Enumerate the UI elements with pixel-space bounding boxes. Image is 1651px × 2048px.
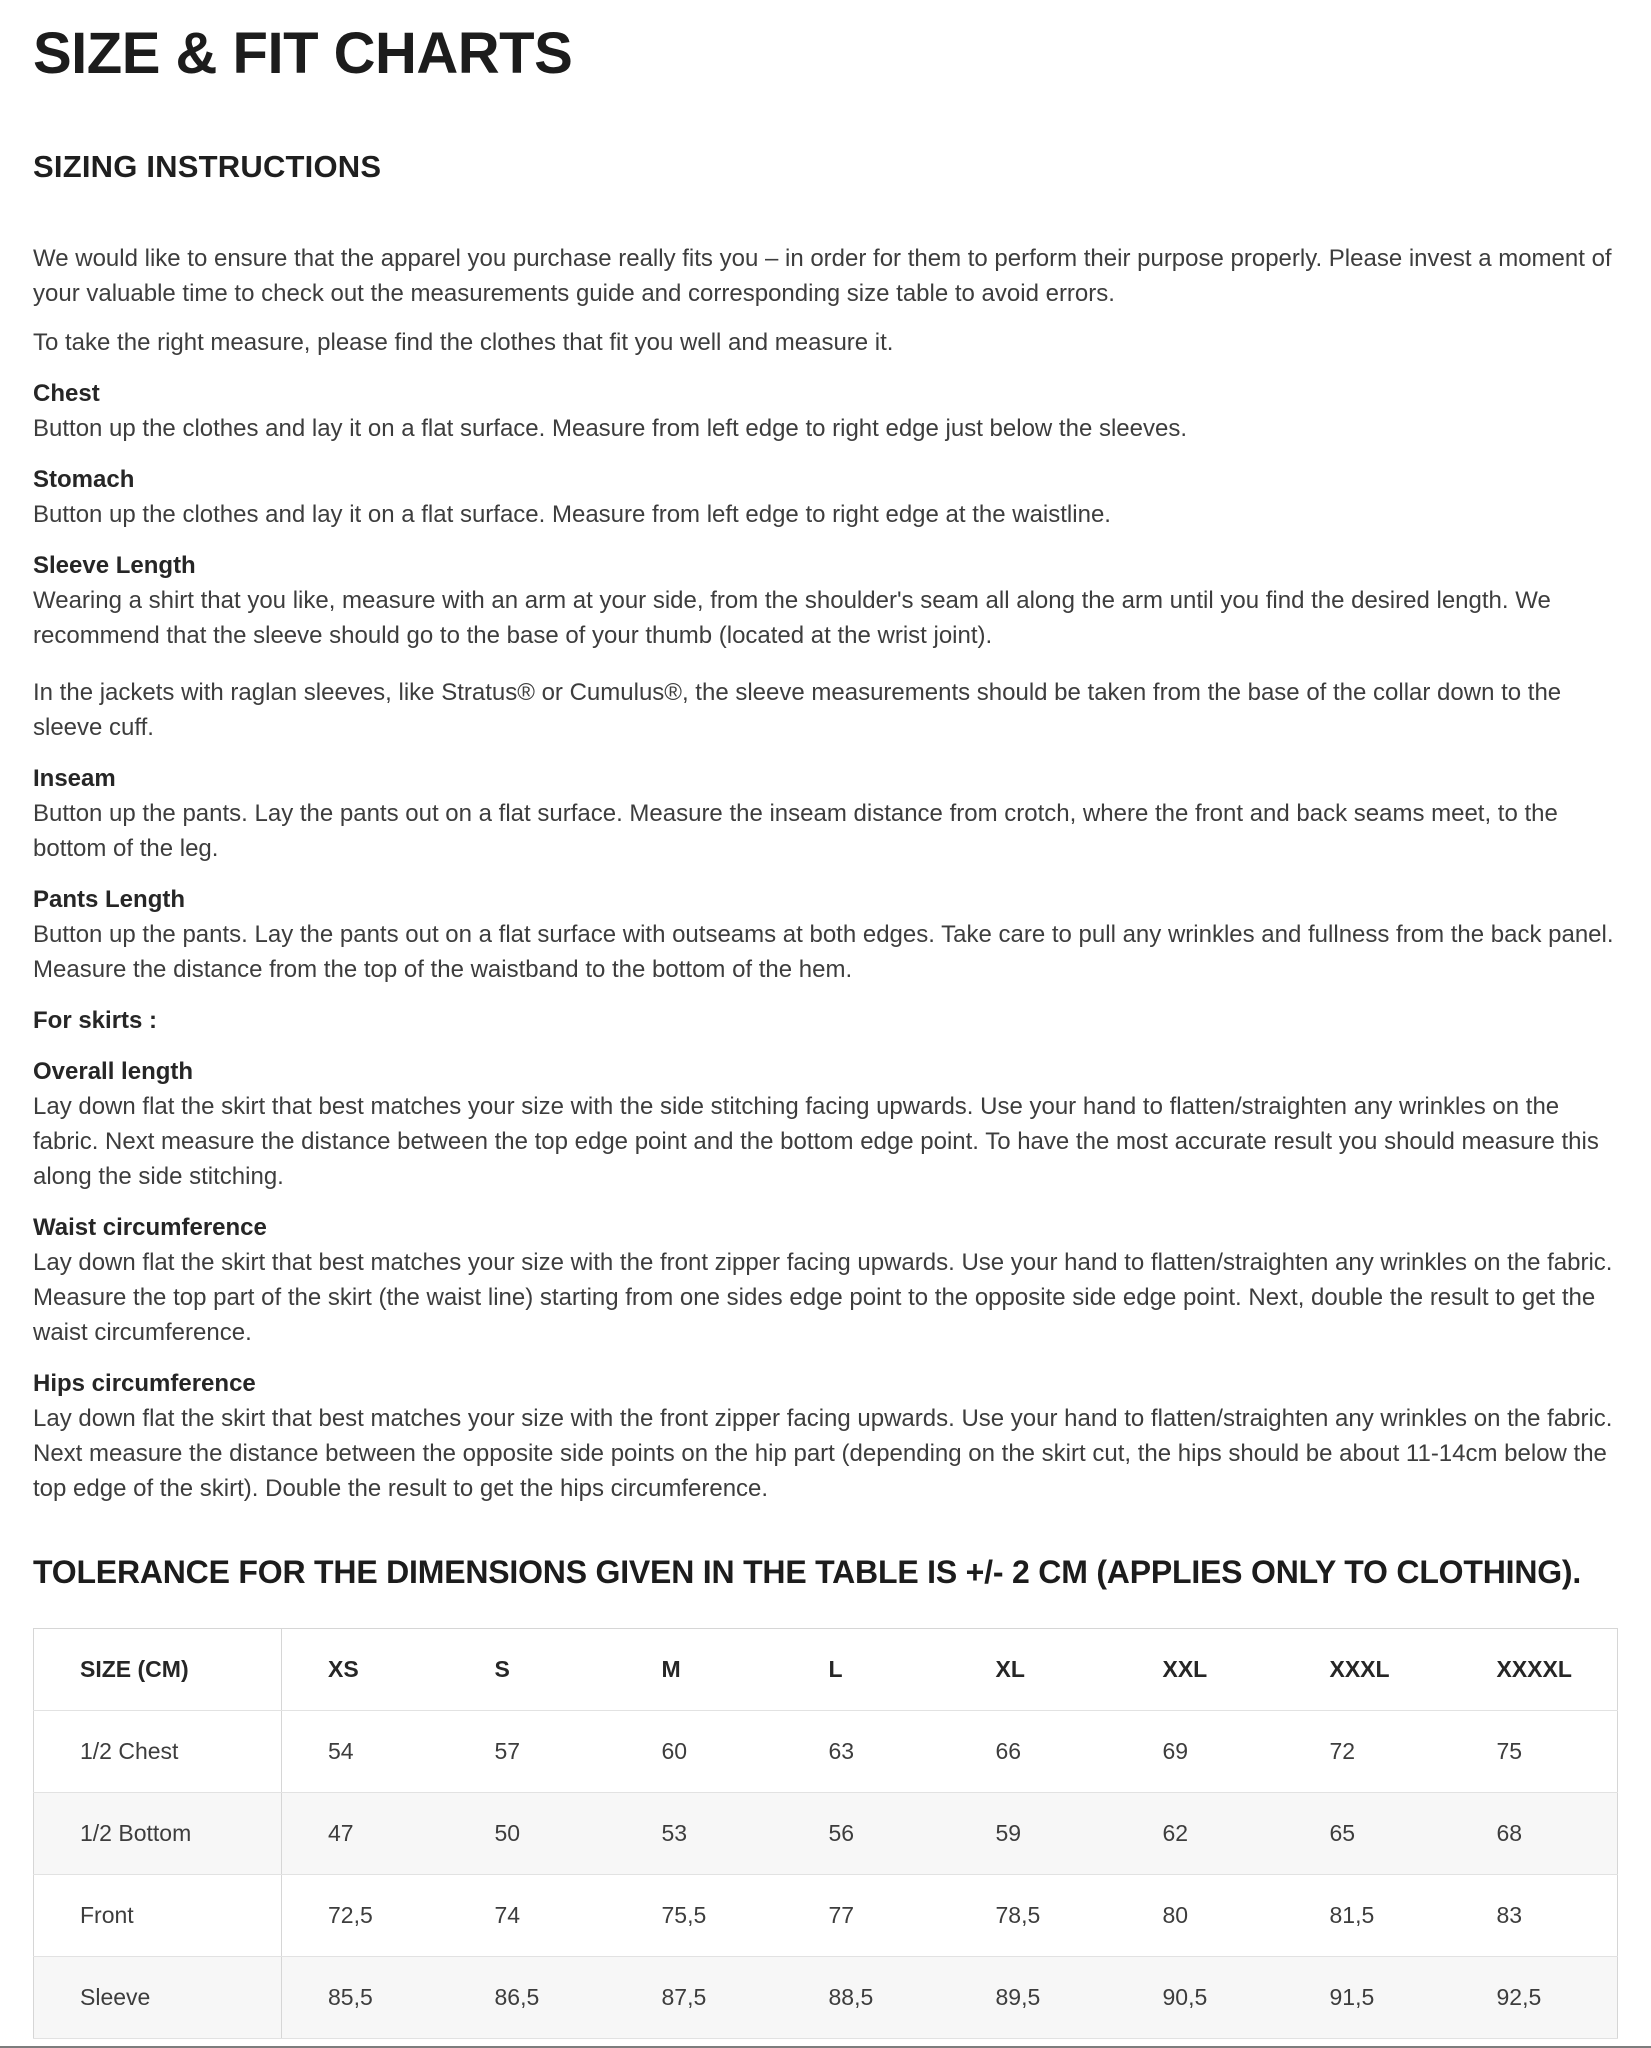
cell-value: 63 <box>783 1710 950 1792</box>
instruction-term-inseam: Inseam <box>33 764 116 792</box>
cell-value: 68 <box>1451 1792 1618 1874</box>
cell-value: 62 <box>1117 1792 1284 1874</box>
cell-value: 89,5 <box>950 1956 1117 2038</box>
cell-value: 72 <box>1284 1710 1451 1792</box>
cell-value: 74 <box>449 1874 616 1956</box>
column-header-size-cm: SIZE (CM) <box>34 1628 282 1710</box>
row-label: 1/2 Chest <box>34 1710 282 1792</box>
instruction-text-hips-circumference: Lay down flat the skirt that best matches your size with the front zipper facing upwards. Use your hand to flatten/straighten any wrinkles on the fabric. Next measure the distance between the opposite side points on the hip part (depending on the skirt cut, the hips should be about 11-14cm below the top edge of the skirt). Double the result to get the hips circumference. <box>33 1404 1613 1502</box>
cell-value: 50 <box>449 1792 616 1874</box>
cell-value: 77 <box>783 1874 950 1956</box>
instruction-item-chest <box>33 376 1618 446</box>
instruction-text-waist-circumference: Lay down flat the skirt that best matches your size with the front zipper facing upwards. Use your hand to flatten/straighten any wrinkles on the fabric. Measure the top part of the skirt (the waist line) starting from one sides edge point to the opposite side edge point. Next, double the result to get the waist circumference. <box>33 1248 1613 1346</box>
cell-value: 86,5 <box>449 1956 616 2038</box>
instruction-text-chest: Button up the clothes and lay it on a flat surface. Measure from left edge to right edge just below the sleeves. <box>33 414 1188 442</box>
cell-value: 80 <box>1117 1874 1284 1956</box>
cell-value: 90,5 <box>1117 1956 1284 2038</box>
instruction-item-waist-circumference <box>33 1210 1618 1350</box>
instruction-term-hips-circumference: Hips circumference <box>33 1369 256 1397</box>
instruction-item-pants-length <box>33 882 1618 987</box>
cell-value: 54 <box>282 1710 449 1792</box>
cell-value: 87,5 <box>616 1956 783 2038</box>
page-title: SIZE & FIT CHARTS <box>33 21 573 86</box>
instruction-term-stomach: Stomach <box>33 465 135 493</box>
raglan-note <box>33 675 1618 745</box>
row-label: 1/2 Bottom <box>34 1792 282 1874</box>
row-label: Sleeve <box>34 1956 282 2038</box>
instruction-text-stomach: Button up the clothes and lay it on a flat surface. Measure from left edge to right edge at the waistline. <box>33 500 1111 528</box>
cell-value: 88,5 <box>783 1956 950 2038</box>
column-header-m: M <box>616 1628 783 1710</box>
size-chart-table <box>33 1628 1618 2039</box>
cell-value: 81,5 <box>1284 1874 1451 1956</box>
cell-value: 56 <box>783 1792 950 1874</box>
column-header-xs: XS <box>282 1628 449 1710</box>
intro-paragraph-1: We would like to ensure that the apparel you purchase really fits you – in order for them to perform their purpose properly. Please invest a moment of your valuable time to check out the measurements guide and corresponding size table to avoid errors. <box>33 244 1612 307</box>
instruction-term-chest: Chest <box>33 379 100 407</box>
column-header-xl: XL <box>950 1628 1117 1710</box>
cell-value: 59 <box>950 1792 1117 1874</box>
table-row-half-chest <box>34 1710 1618 1792</box>
sizing-instructions-heading: SIZING INSTRUCTIONS <box>33 148 382 184</box>
instruction-term-overall-length: Overall length <box>33 1057 194 1085</box>
cell-value: 78,5 <box>950 1874 1117 1956</box>
column-header-xxl: XXL <box>1117 1628 1284 1710</box>
table-row-sleeve <box>34 1956 1618 2038</box>
cell-value: 92,5 <box>1451 1956 1618 2038</box>
cell-value: 75,5 <box>616 1874 783 1956</box>
cell-value: 65 <box>1284 1792 1451 1874</box>
column-header-xxxl: XXXL <box>1284 1628 1451 1710</box>
instruction-item-sleeve-length <box>33 548 1618 653</box>
instruction-term-waist-circumference: Waist circumference <box>33 1213 267 1241</box>
cell-value: 60 <box>616 1710 783 1792</box>
column-header-xxxxl: XXXXL <box>1451 1628 1618 1710</box>
intro-paragraph-2: To take the right measure, please find the clothes that fit you well and measure it. <box>33 328 894 356</box>
instruction-item-stomach <box>33 462 1618 532</box>
cell-value: 72,5 <box>282 1874 449 1956</box>
cell-value: 47 <box>282 1792 449 1874</box>
tolerance-heading: TOLERANCE FOR THE DIMENSIONS GIVEN IN THE TABLE IS +/- 2 CM (APPLIES ONLY TO CLOTHING). <box>33 1553 1582 1590</box>
instruction-text-overall-length: Lay down flat the skirt that best matches your size with the side stitching facing upwards. Use your hand to flatten/straighten any wrinkles on the fabric. Next measure the distance between the top edge point and the bottom edge point. To have the most accurate result you should measure this along the side stitching. <box>33 1092 1599 1190</box>
cell-value: 91,5 <box>1284 1956 1451 2038</box>
instruction-text-pants-length: Button up the pants. Lay the pants out on a flat surface with outseams at both edges. Take care to pull any wrinkles and fullness from the back panel. Measure the distance from the top of the waistband to the bottom of the hem. <box>33 920 1614 983</box>
table-row-front <box>34 1874 1618 1956</box>
instruction-item-hips-circumference <box>33 1366 1618 1506</box>
instruction-item-overall-length <box>33 1054 1618 1194</box>
cell-value: 53 <box>616 1792 783 1874</box>
instruction-text-inseam: Button up the pants. Lay the pants out on a flat surface. Measure the inseam distance from crotch, where the front and back seams meet, to the bottom of the leg. <box>33 799 1558 862</box>
table-row-half-bottom <box>34 1792 1618 1874</box>
cell-value: 66 <box>950 1710 1117 1792</box>
cell-value: 75 <box>1451 1710 1618 1792</box>
cell-value: 83 <box>1451 1874 1618 1956</box>
skirts-subheading <box>33 1003 1618 1038</box>
instruction-term-pants-length: Pants Length <box>33 885 186 913</box>
raglan-note-text: In the jackets with raglan sleeves, like Stratus® or Cumulus®, the sleeve measurements should be taken from the base of the collar down to the sleeve cuff. <box>33 678 1562 741</box>
cell-value: 69 <box>1117 1710 1284 1792</box>
cell-value: 85,5 <box>282 1956 449 2038</box>
table-header-row <box>34 1628 1618 1710</box>
instruction-term-sleeve-length: Sleeve Length <box>33 551 196 579</box>
column-header-s: S <box>449 1628 616 1710</box>
row-label: Front <box>34 1874 282 1956</box>
instruction-item-inseam <box>33 761 1618 866</box>
column-header-l: L <box>783 1628 950 1710</box>
skirts-subheading-label: For skirts : <box>33 1006 158 1034</box>
cell-value: 57 <box>449 1710 616 1792</box>
instruction-text-sleeve-length: Wearing a shirt that you like, measure with an arm at your side, from the shoulder's seam all along the arm until you find the desired length. We recommend that the sleeve should go to the base of your thumb (located at the wrist joint). <box>33 586 1551 649</box>
